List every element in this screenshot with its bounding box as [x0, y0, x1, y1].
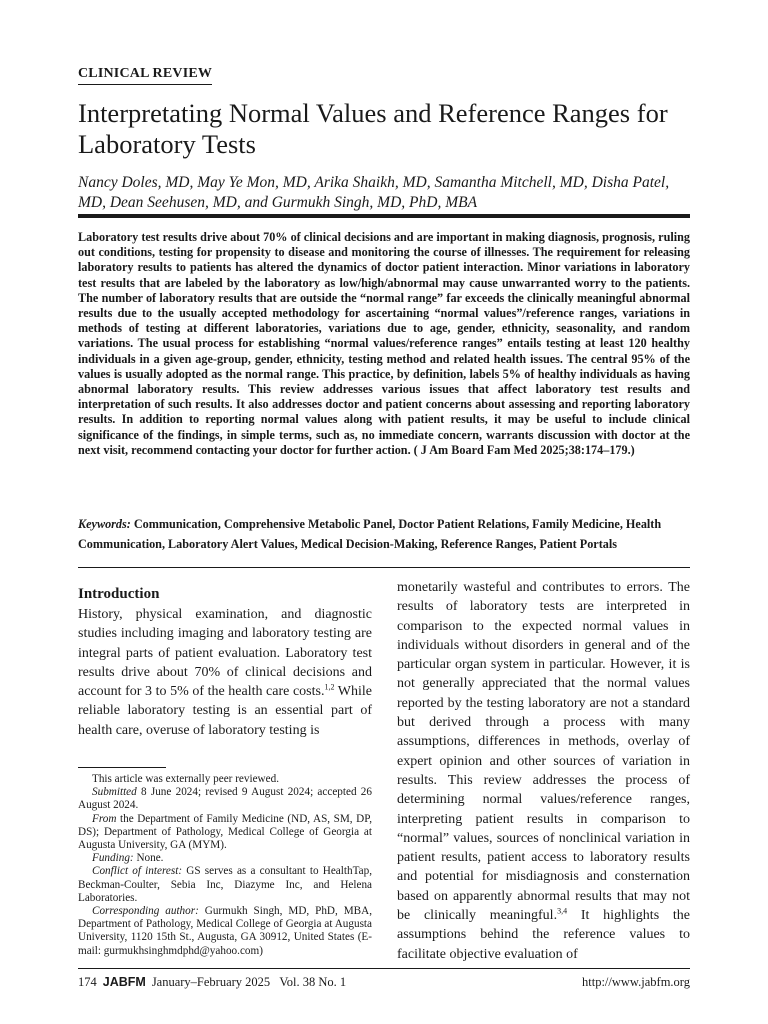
- abstract-divider: [78, 567, 690, 568]
- section-label: CLINICAL REVIEW: [78, 66, 212, 85]
- from-label: From: [92, 812, 117, 825]
- corresponding-text[interactable]: Gurmukh Singh, MD, PhD, MBA, Department of Pathology, Medical College of Georgia at Augusta University, 1120 15th St., Augusta, GA 30912, United States (E-mail: gurmukhsinghmdphd@yahoo.com): [78, 905, 373, 957]
- keywords-label: Keywords:: [78, 517, 131, 531]
- citation-3-4[interactable]: 3,4: [557, 906, 568, 916]
- footnotes: [78, 773, 372, 958]
- citation-1-2[interactable]: 1,2: [324, 682, 335, 692]
- footer-left: [78, 975, 346, 990]
- introduction-paragraph: [78, 605, 372, 740]
- keywords: [78, 515, 690, 554]
- author-list: Nancy Doles, MD, May Ye Mon, MD, Arika Shaikh, MD, Samantha Mitchell, MD, Disha Patel, MD, Dean Seehusen, MD, and Gurmukh Singh, MD, PhD, MBA: [78, 174, 670, 211]
- conflict-label: Conflict of interest:: [92, 865, 183, 878]
- funding-label: Funding:: [92, 852, 134, 865]
- introduction-heading: Introduction: [78, 586, 160, 602]
- footnote-conflict: [78, 865, 372, 905]
- footnote-peer-review: This article was externally peer reviewed.: [92, 773, 279, 785]
- left-column: [78, 585, 372, 740]
- from-text: the Department of Family Medicine (ND, AS, SM, DP, DS); Department of Pathology, Medical College of Georgia at Augusta University, GA (MYM).: [78, 812, 372, 852]
- conflict-text: GS serves as a consultant to HealthTap, Beckman-Coulter, Sebia Inc, Diazyme Inc, and Helena Laboratories.: [78, 865, 372, 904]
- journal-name: JABFM: [102, 975, 146, 989]
- page-number: 174: [78, 975, 97, 989]
- right-column: [397, 578, 690, 964]
- footnote-submitted: [78, 786, 372, 812]
- footnote-corresponding: [78, 905, 372, 958]
- footnote-divider: [78, 767, 166, 768]
- funding-text: None.: [133, 852, 164, 865]
- abstract: Laboratory test results drive about 70% of clinical decisions and are important in making diagnosis, prognosis, ruling out conditions, testing for propensity to disease and monitoring the course of illnesses. The requirement for releasing laboratory results to patients has altered the dynamics of doctor patient interaction. Minor variations in laboratory test results that are labeled by the laboratory as low/high/abnormal may cause unwarranted worry to the patients. The number of laboratory results that are outside the “normal range” far exceeds the clinically meaningful abnormal results due to the usually accepted methodology for ascertaining “normal values”/reference ranges, variations in methods of testing at different laboratories, variations due to age, gender, ethnicity, seasonality, and random variations. The usual process for establishing “normal values/reference ranges” entails testing at least 120 healthy individuals in a given age-group, gender, ethnicity, testing method and related health issues. The central 95% of the values is usually adopted as the normal range. This practice, by definition, labels 5% of healthy individuals as having abnormal laboratory results. This review addresses various issues that affect laboratory test results and interpretation of such results. It also addresses doctor and patient concerns about assessing and reporting laboratory results. In addition to reporting normal values along with patient results, it may be useful to include clinical significance of the findings, in simple terms, such as, no immediate concern, warrants discussion with doctor at the next visit, recommend contacting your doctor for further action. ( J Am Board Fam Med 2025;38:174–179.): [78, 230, 690, 457]
- intro-text-1: History, physical examination, and diagnostic studies including imaging and laboratory testing are integral parts of patient evaluation. Laboratory test results drive about 70% of clinical decisions and account for 3 to 5% of the health care costs.: [78, 607, 372, 700]
- keywords-text: Communication, Comprehensive Metabolic Panel, Doctor Patient Relations, Family Medicine, Health Communication, Laboratory Alert Values, Medical Decision-Making, Reference Ranges, Patient Portals: [78, 517, 662, 551]
- article-title: Interpretating Normal Values and Reference Ranges for Laboratory Tests: [78, 98, 668, 159]
- footnote-funding: [78, 852, 372, 865]
- right-text-1: monetarily wasteful and contributes to errors. The results of laboratory tests are interpreted in comparison to the expected normal values in individuals without disorders in general and of the particular organ system in particular. However, it is not generally appreciated that the normal values reported by the testing laboratory are not a standard but derived through a process with many assumptions, differences in methods, overlay of expert opinion and other sources of variation in results. This review addresses the process of determining normal values/reference ranges, interpreting patient results in comparison to “normal” values, sources of nonclinical variation in patient results, patient access to laboratory results and potential for misdiagnosis and consternation based on apparently abnormal results that may not be clinically meaningful.: [397, 580, 690, 924]
- right-column-paragraph: [397, 578, 690, 964]
- journal-url[interactable]: http://www.jabfm.org: [582, 975, 690, 989]
- page-footer: [78, 975, 690, 990]
- submitted-text: 8 June 2024; revised 9 August 2024; accepted 26 August 2024.: [78, 786, 372, 812]
- right-text-2: It highlights the assumptions behind the reference values to facilitate objective evaluation of: [397, 908, 690, 962]
- footer-divider: [78, 968, 690, 969]
- footnote-affiliation: [78, 813, 372, 853]
- intro-text-2: While reliable laboratory testing is an essential part of health care, overuse of laboratory testing is: [78, 684, 372, 738]
- title-divider: [78, 214, 690, 218]
- corresponding-label: Corresponding author:: [92, 905, 199, 918]
- submitted-label: Submitted: [92, 786, 137, 799]
- issue-info: January–February 2025 Vol. 38 No. 1: [151, 975, 347, 989]
